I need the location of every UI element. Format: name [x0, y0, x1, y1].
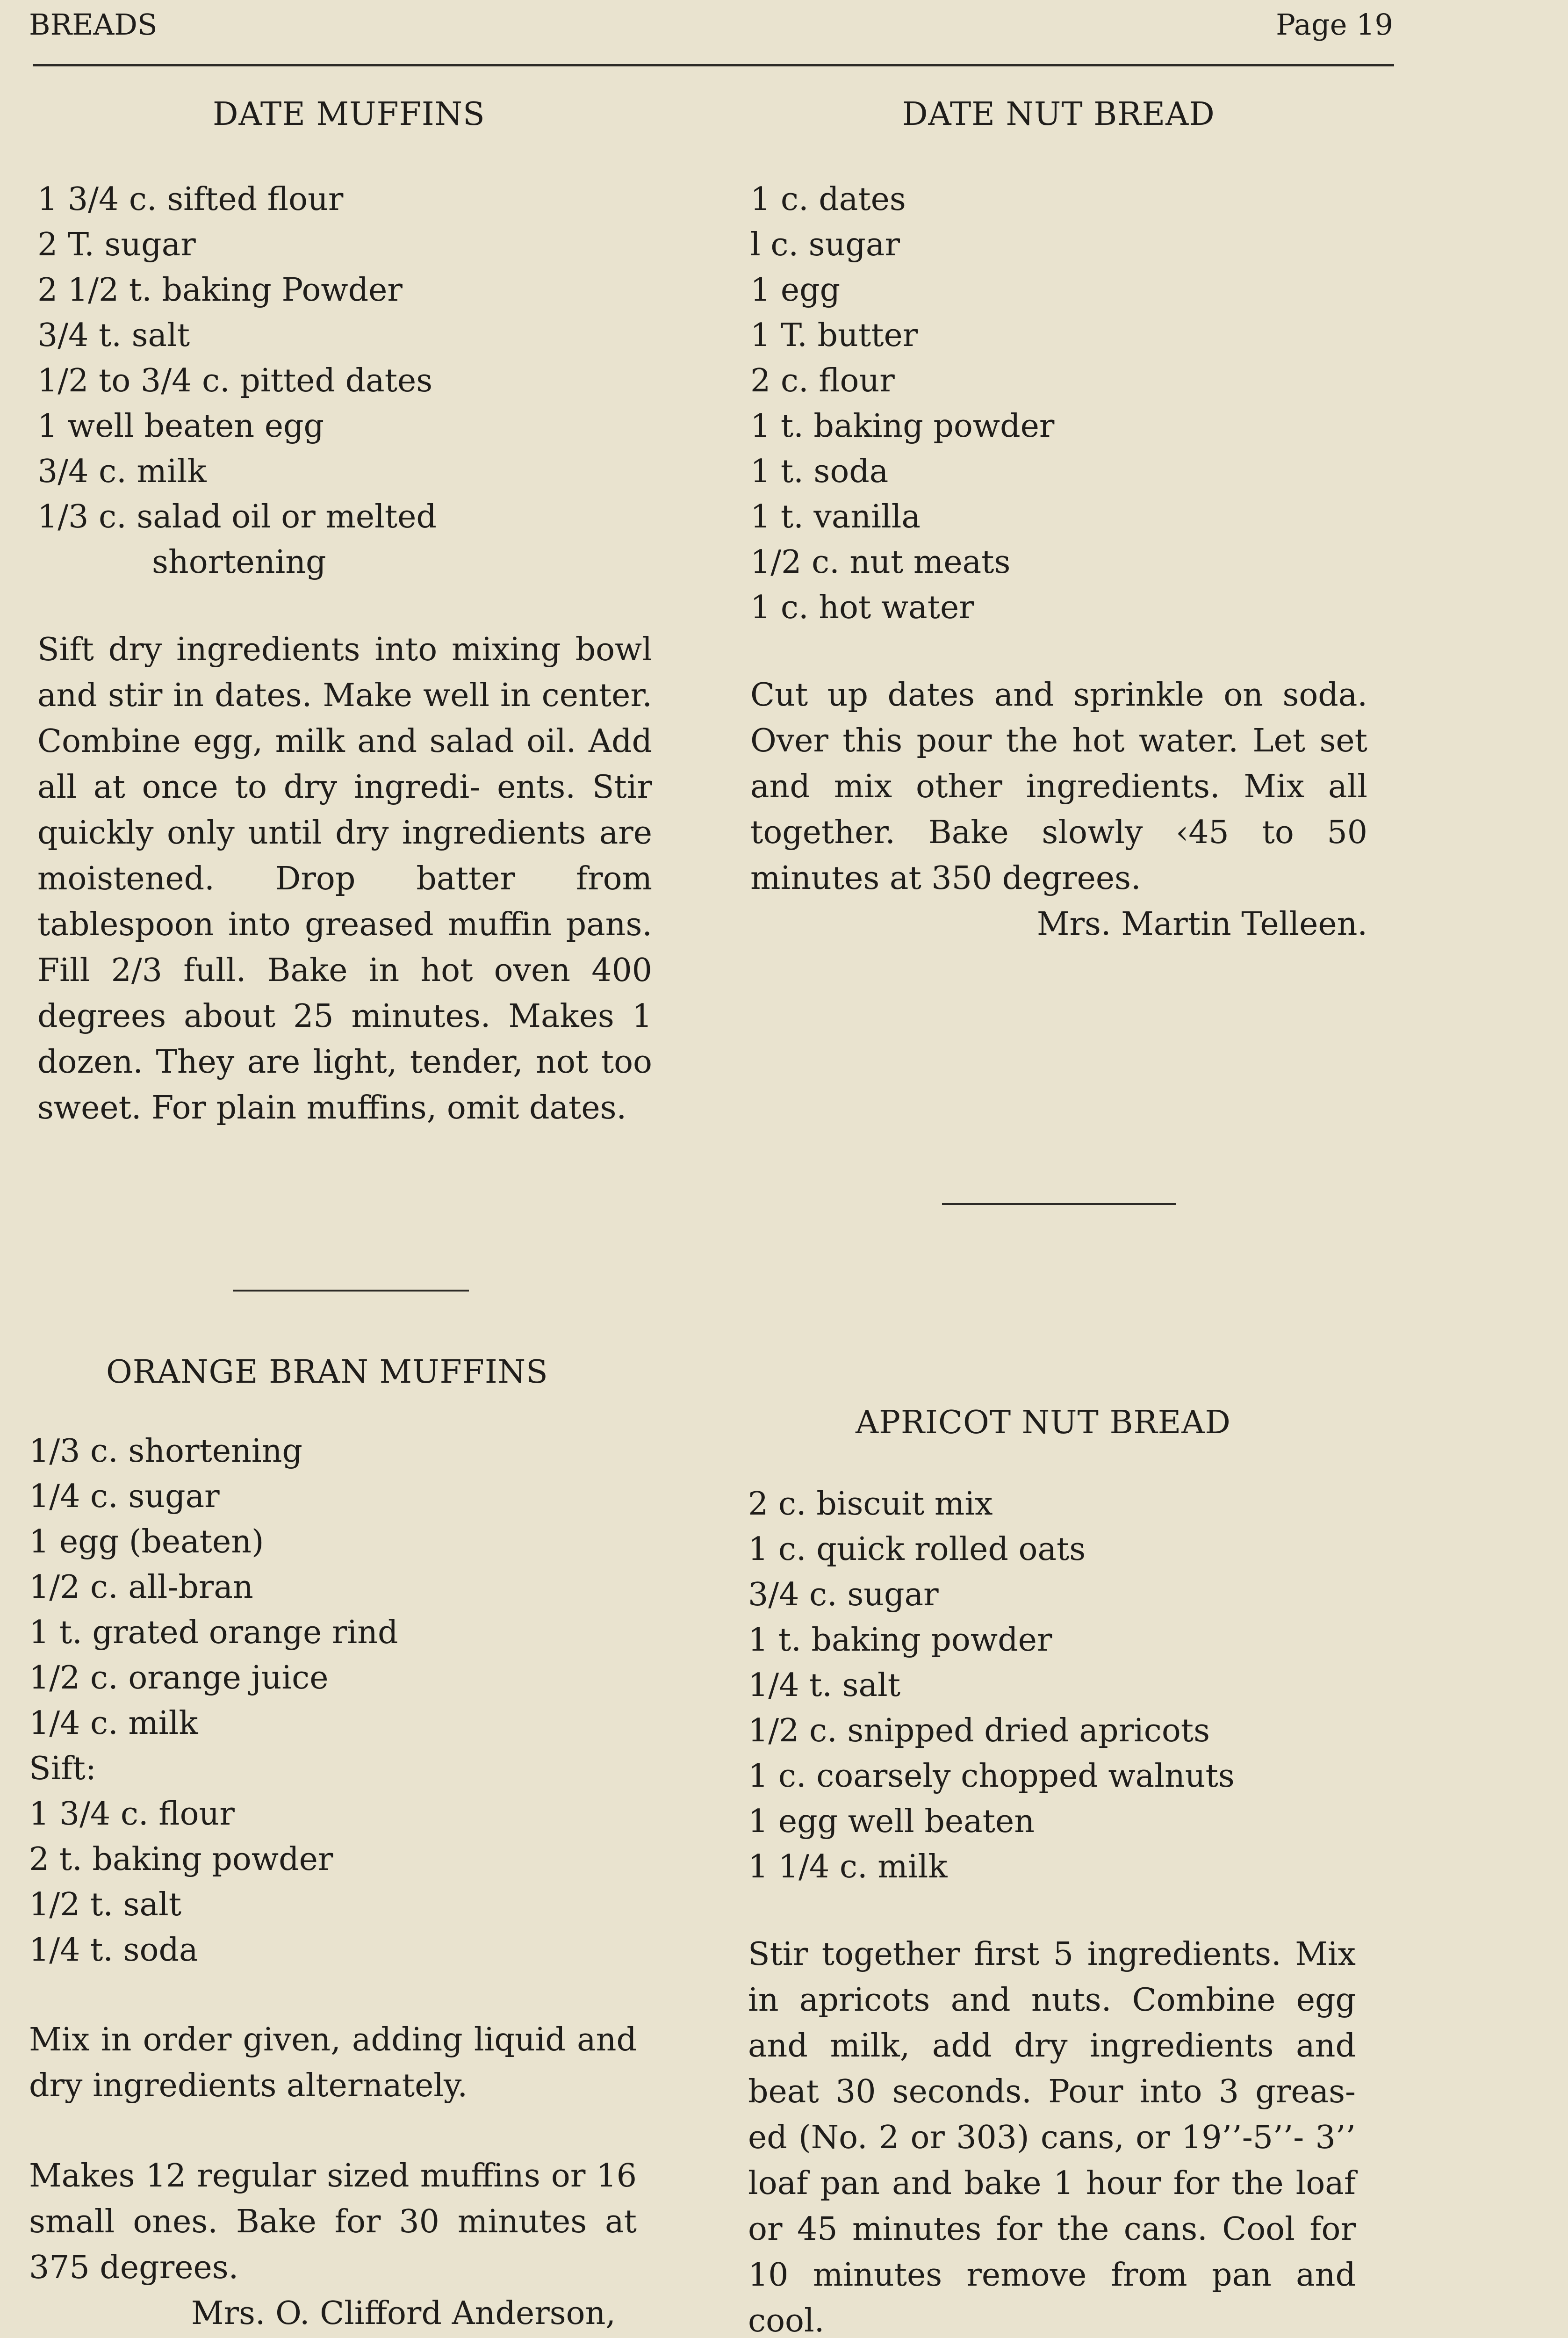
ingredient: 1/2 c. nut meats — [750, 544, 1011, 581]
recipe-title: DATE NUT BREAD — [902, 96, 1215, 133]
recipe-orange-bran-muffins — [29, 1354, 637, 2337]
recipe-directions: Stir together first 5 ingredients. Mix in apricots and nuts. Combine egg and milk, add dry ingredients and beat 30 seconds. Pour into 3 greas- ed (No. 2 or 303) cans, or 19’’-5’’- 3’’ loaf pan and bake 1 hour for the loaf or 45 minutes for the cans. Cool for 10 minutes remove from pan and cool. — [748, 1936, 1356, 2338]
ingredient: 1/4 t. salt — [748, 1667, 901, 1704]
ingredient: 1/3 c. salad oil or melted — [37, 498, 437, 535]
ingredient-list — [37, 177, 652, 585]
recipe-apricot-nut-bread — [748, 1404, 1356, 2338]
ingredient: 1 1/4 c. milk — [748, 1848, 948, 1885]
ingredient: 1 c. hot water — [750, 589, 974, 626]
page-number: Page 19 — [1276, 7, 1393, 42]
recipe-divider — [233, 1290, 469, 1292]
ingredient-list — [748, 1481, 1356, 1890]
recipe-directions: Cut up dates and sprinkle on soda. Over this pour the hot water. Let set and mix other ingredients. Mix all together. Bake slowly ‹45 to 50 minutes at 350 degrees. — [750, 677, 1367, 897]
ingredient: 1 c. quick rolled oats — [748, 1531, 1086, 1568]
ingredient: 1/2 c. orange juice — [29, 1660, 329, 1696]
recipe-directions: Makes 12 regular sized muffins or 16 small ones. Bake for 30 minutes at 375 degrees. — [29, 2158, 637, 2286]
ingredient: 1 well beaten egg — [37, 408, 324, 445]
contributor: Mrs. O. Clifford Anderson, — [191, 2295, 616, 2332]
ingredient: 1 t. baking powder — [750, 408, 1055, 445]
ingredient: 2 t. baking powder — [29, 1841, 333, 1878]
ingredient: 1/4 c. milk — [29, 1705, 198, 1742]
recipe-directions: Sift dry ingredients into mixing bowl and stir in dates. Make well in center. Combine egg, milk and salad oil. Add all at once to dry ingredi- ents. Stir quickly only until dry ingredients are moistened. Drop batter from tablespoon into greased muffin pans. Fill 2/3 full. Bake in hot oven 400 degrees about 25 minutes. Makes 1 dozen. They are light, tender, not too sweet. For plain muffins, omit dates. — [37, 631, 652, 1126]
ingredient: 3/4 c. sugar — [748, 1576, 939, 1613]
ingredient: 1 t. soda — [750, 453, 889, 490]
ingredient: 1/2 c. snipped dried apricots — [748, 1712, 1210, 1749]
ingredient: 2 1/2 t. baking Powder — [37, 272, 403, 309]
ingredient: 3/4 c. milk — [37, 453, 207, 490]
ingredient: 1 3/4 c. sifted flour — [37, 181, 344, 218]
ingredient: 1/3 c. shortening — [29, 1433, 302, 1470]
ingredient: 1 T. butter — [750, 317, 918, 354]
header-rule — [33, 64, 1394, 66]
ingredient: 1 egg (beaten) — [29, 1523, 264, 1560]
ingredient: 3/4 t. salt — [37, 317, 190, 354]
recipe-divider — [942, 1203, 1176, 1205]
ingredient: 1 3/4 c. flour — [29, 1796, 235, 1833]
recipe-directions: Mix in order given, adding liquid and dry ingredients alternately. — [29, 2021, 637, 2104]
ingredient: 1 egg well beaten — [748, 1803, 1035, 1840]
ingredient: 1/2 to 3/4 c. pitted dates — [37, 362, 433, 399]
ingredient: 1/4 c. sugar — [29, 1478, 220, 1515]
ingredient: shortening — [152, 544, 326, 581]
ingredient-list — [750, 177, 1367, 630]
ingredient: 2 c. biscuit mix — [748, 1486, 993, 1523]
ingredient: 2 c. flour — [750, 362, 895, 399]
ingredient: 1 c. coarsely chopped walnuts — [748, 1758, 1235, 1795]
ingredient: 1 t. grated orange rind — [29, 1614, 398, 1651]
contributor: Mrs. Martin Telleen. — [1036, 906, 1367, 943]
section-title: BREADS — [29, 7, 158, 42]
ingredient: 1 t. vanilla — [750, 498, 921, 535]
page-header — [29, 4, 1393, 46]
recipe-date-muffins — [37, 96, 652, 1131]
recipe-title: DATE MUFFINS — [213, 96, 485, 133]
ingredient: 1 t. baking powder — [748, 1622, 1052, 1659]
ingredient: 1/2 t. salt — [29, 1886, 182, 1923]
ingredient: l c. sugar — [750, 226, 900, 263]
ingredient: 1 egg — [750, 272, 841, 309]
ingredient: 2 T. sugar — [37, 226, 196, 263]
ingredient-list — [29, 1429, 637, 1973]
recipe-date-nut-bread — [750, 96, 1367, 947]
ingredient: 1/2 c. all-bran — [29, 1569, 253, 1606]
recipe-title: ORANGE BRAN MUFFINS — [106, 1354, 548, 1391]
ingredient: Sift: — [29, 1750, 96, 1787]
recipe-title: APRICOT NUT BREAD — [856, 1404, 1231, 1441]
ingredient: 1/4 t. soda — [29, 1932, 198, 1969]
ingredient: 1 c. dates — [750, 181, 906, 218]
